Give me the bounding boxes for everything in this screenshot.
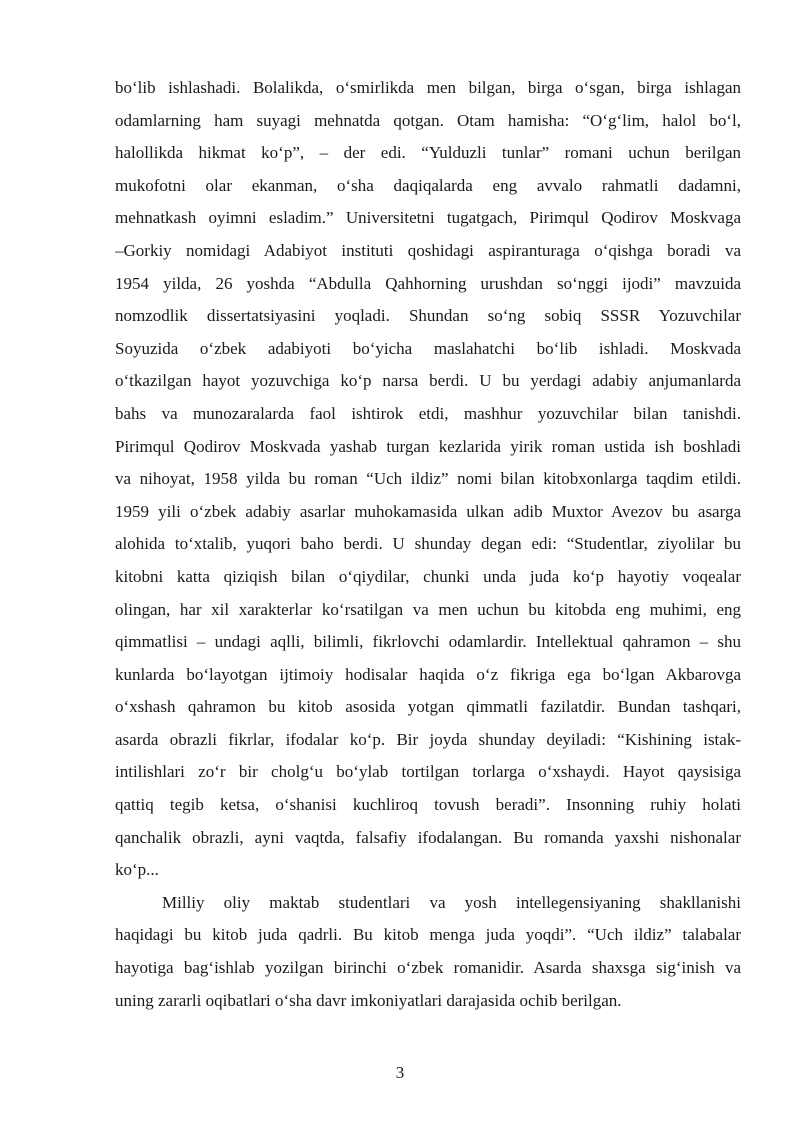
text-line: qimmatlisi – undagi aqlli, bilimli, fikrlovchi odamlardir. Intellektual qahramon – shu [115,632,741,652]
text-line: Soyuzida o‘zbek adabiyoti bo‘yicha maslahatchi bo‘lib ishladi. Moskvada [115,338,741,358]
text-line: nomzodlik dissertatsiyasini yoqladi. Shundan so‘ng sobiq SSSR Yozuvchilar [115,306,741,326]
text-line: olingan, har xil xarakterlar ko‘rsatilgan va men uchun bu kitobda eng muhimi, eng [115,599,741,619]
text-line: o‘xshash qahramon bu kitob asosida yotgan qimmatli fazilatdir. Bundan tashqari, [115,697,741,717]
text-line: asarda obrazli fikrlar, ifodalar ko‘p. Bir joyda shunday deyiladi: “Kishining istak- [115,729,741,749]
page-number: 3 [395,1063,405,1082]
text-line: Milliy oliy maktab studentlari va yosh intellegensiyaning shakllanishi [162,892,741,912]
text-line: intilishlari zo‘r bir cholg‘u bo‘ylab tortilgan torlarga o‘xshaydi. Hayot qaysisiga [115,762,741,782]
text-line: qattiq tegib ketsa, o‘shanisi kuchliroq tovush beradi”. Insonning ruhiy holati [115,795,741,815]
text-line: odamlarning ham suyagi mehnatda qotgan. Otam hamisha: “O‘g‘lim, halol bo‘l, [115,110,741,130]
text-line: halollikda hikmat ko‘p”, – der edi. “Yulduzli tunlar” romani uchun berilgan [115,143,741,163]
text-line: uning zararli oqibatlari o‘sha davr imkoniyatlari darajasida ochib berilgan. [115,990,622,1010]
text-line: hayotiga bag‘ishlab yozilgan birinchi o‘zbek romanidir. Asarda shaxsga sig‘inish va [115,958,741,978]
text-line: kunlarda bo‘layotgan ijtimoiy hodisalar haqida o‘z fikriga ega bo‘lgan Akbarovga [115,664,741,684]
text-line: mukofotni olar ekanman, o‘sha daqiqalarda eng avvalo rahmatli dadamni, [115,175,741,195]
text-line: bo‘lib ishlashadi. Bolalikda, o‘smirlikda men bilgan, birga o‘sgan, birga ishlagan [115,78,741,97]
text-line: –Gorkiy nomidagi Adabiyot instituti qoshidagi aspiranturaga o‘qishga boradi va [115,240,741,260]
text-line: 1959 yili o‘zbek adabiy asarlar muhokamasida ulkan adib Muxtor Avezov bu asarga [115,501,741,521]
text-line: Pirimqul Qodirov Moskvada yashab turgan kezlarida yirik roman ustida ish boshladi [115,436,741,456]
text-line: bahs va munozaralarda faol ishtirok etdi, mashhur yozuvchilar bilan tanishdi. [115,403,741,423]
text-line: 1954 yilda, 26 yoshda “Abdulla Qahhorning urushdan so‘nggi ijodi” mavzuida [115,273,741,293]
text-line: qanchalik obrazli, ayni vaqtda, falsafiy ifodalangan. Bu romanda yaxshi nishonalar [115,827,741,847]
body-text [115,72,741,1017]
text-line: o‘tkazilgan hayot yozuvchiga ko‘p narsa berdi. U bu yerdagi adabiy anjumanlarda [115,371,741,391]
text-line: mehnatkash oyimni esladim.” Universitetni tugatgach, Pirimqul Qodirov Moskvaga [115,208,741,228]
text-line: kitobni katta qiziqish bilan o‘qiydilar, chunki unda juda ko‘p hayotiy voqealar [115,566,741,586]
text-line: haqidagi bu kitob juda qadrli. Bu kitob menga juda yoqdi”. “Uch ildiz” talabalar [115,925,741,945]
text-line: va nihoyat, 1958 yilda bu roman “Uch ildiz” nomi bilan kitobxonlarga taqdim etildi. [115,469,741,489]
text-line: ko‘p... [115,860,159,880]
text-line: alohida to‘xtalib, yuqori baho berdi. U shunday degan edi: “Studentlar, ziyolilar bu [115,534,741,554]
